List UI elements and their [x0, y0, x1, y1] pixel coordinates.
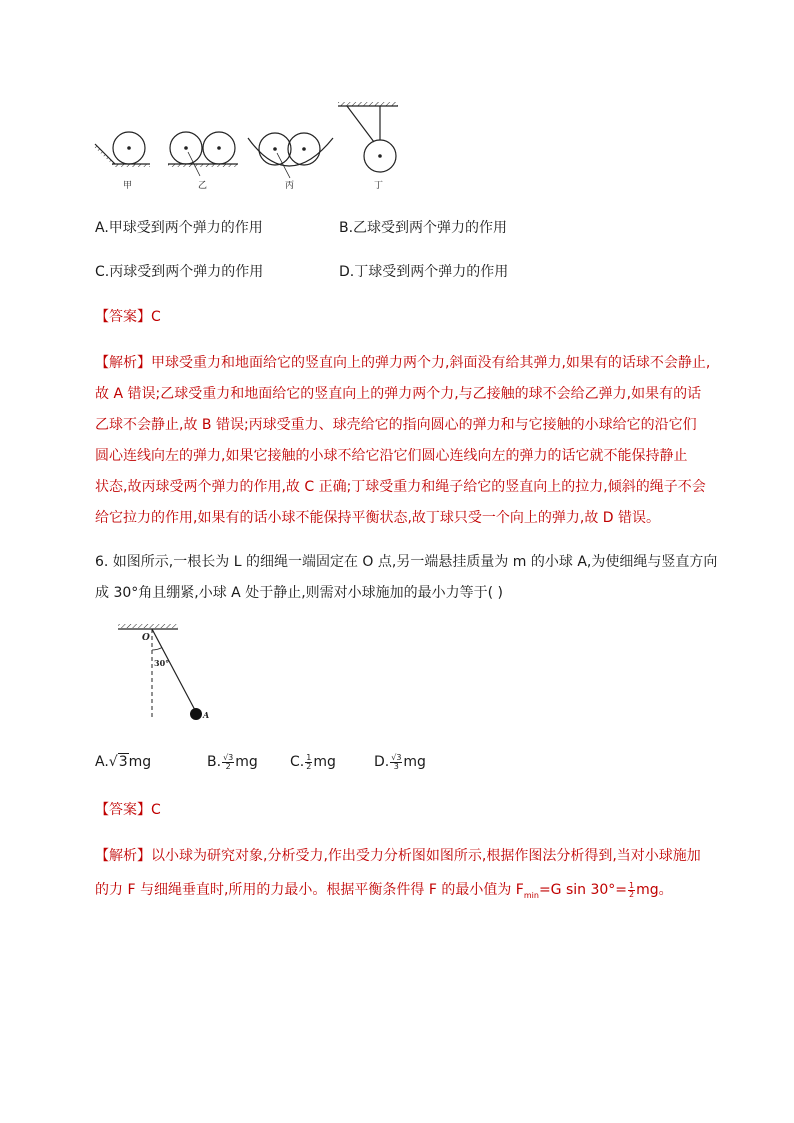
q6-option-d[interactable]: D. $\frac{√3}{3}$ mg: [374, 752, 426, 771]
label-yi: 乙: [198, 181, 208, 191]
q5-analysis-line-3: 乙球不会静止,故 B 错误;丙球受重力、球壳给它的指向圆心的弹力和与它接触的小球给它的沿它们: [95, 417, 697, 433]
q5-answer: [95, 307, 161, 327]
figure-balls: [90, 96, 410, 196]
fraction: $\frac{1}{2}$: [306, 752, 312, 771]
q5-analysis-line-2: 故 A 错误;乙球受重力和地面给它的竖直向上的弹力两个力,与乙接触的球不会给乙弹力,如果有的话: [95, 386, 702, 402]
label-angle: 30°: [154, 658, 170, 668]
fraction: $\frac{1}{2}$: [629, 880, 635, 899]
ball-jia-diagram: [93, 132, 150, 167]
analysis-text: 以小球为研究对象,分析受力,作出受力分析图如图所示,根据作图法分析得到,当对小球施加: [151, 848, 701, 864]
label-bing: 丙: [285, 181, 295, 191]
q6-answer: [95, 800, 161, 820]
analysis-text: 甲球受重力和地面给它的竖直向上的弹力两个力,斜面没有给其弹力,如果有的话球不会静止,: [151, 355, 711, 371]
ball-ding-diagram: [338, 102, 398, 172]
figure-pendulum: [112, 620, 222, 725]
sqrt-symbol: √3: [108, 754, 128, 770]
label-a: A: [203, 710, 210, 720]
answer-value: C: [151, 802, 161, 818]
q5-analysis-line-5: 状态,故丙球受两个弹力的作用,故 C 正确;丁球受重力和绳子给它的竖直向上的拉力,倾斜的绳子不会: [95, 479, 706, 495]
q5-option-d[interactable]: D.丁球受到两个弹力的作用: [339, 264, 509, 280]
answer-value: C: [151, 309, 161, 325]
ball-bing-diagram: [248, 133, 333, 178]
q6-option-b[interactable]: B. $\frac{√3}{2}$ mg: [207, 752, 258, 771]
analysis-tag: 【解析】: [95, 848, 151, 864]
fraction: $\frac{√3}{3}$: [391, 752, 402, 771]
q5-analysis-line-6: 给它拉力的作用,如果有的话小球不能保持平衡状态,故丁球只受一个向上的弹力,故 D 错误。: [95, 510, 661, 526]
q6-option-a[interactable]: A.√3mg: [95, 754, 152, 770]
q5-analysis-line-1: [95, 353, 710, 373]
analysis-tag: 【解析】: [95, 355, 151, 371]
q5-analysis-line-4: 圆心连线向左的弹力,如果它接触的小球不给它沿它们圆心连线向左的弹力的话它就不能保持静止: [95, 448, 688, 464]
label-ding: 丁: [374, 181, 384, 191]
q6-stem-line-1: 6. 如图所示,一根长为 L 的细绳一端固定在 O 点,另一端悬挂质量为 m 的小球 A,为使细绳与竖直方向: [95, 554, 718, 570]
q6-stem-line-2: 成 30°角且绷紧,小球 A 处于静止,则需对小球施加的最小力等于( ): [95, 585, 504, 601]
q6-analysis-line-1: [95, 846, 701, 866]
answer-tag: 【答案】: [95, 309, 151, 325]
label-o: O: [142, 633, 150, 643]
q6-option-c[interactable]: C. $\frac{1}{2}$ mg: [290, 752, 336, 771]
q5-option-c[interactable]: C.丙球受到两个弹力的作用: [95, 264, 264, 280]
q5-option-a[interactable]: A.甲球受到两个弹力的作用: [95, 220, 263, 236]
fraction: $\frac{√3}{2}$: [223, 752, 234, 771]
q6-analysis-line-2: 的力 F 与细绳垂直时,所用的力最小。根据平衡条件得 F 的最小值为 $F_{min}=G$ sin 30°= $\frac{1}{2}$ mg。: [95, 880, 673, 900]
ball-yi-diagram: [168, 132, 238, 176]
q5-option-b[interactable]: B.乙球受到两个弹力的作用: [339, 220, 508, 236]
answer-tag: 【答案】: [95, 802, 151, 818]
label-jia: 甲: [123, 181, 133, 191]
